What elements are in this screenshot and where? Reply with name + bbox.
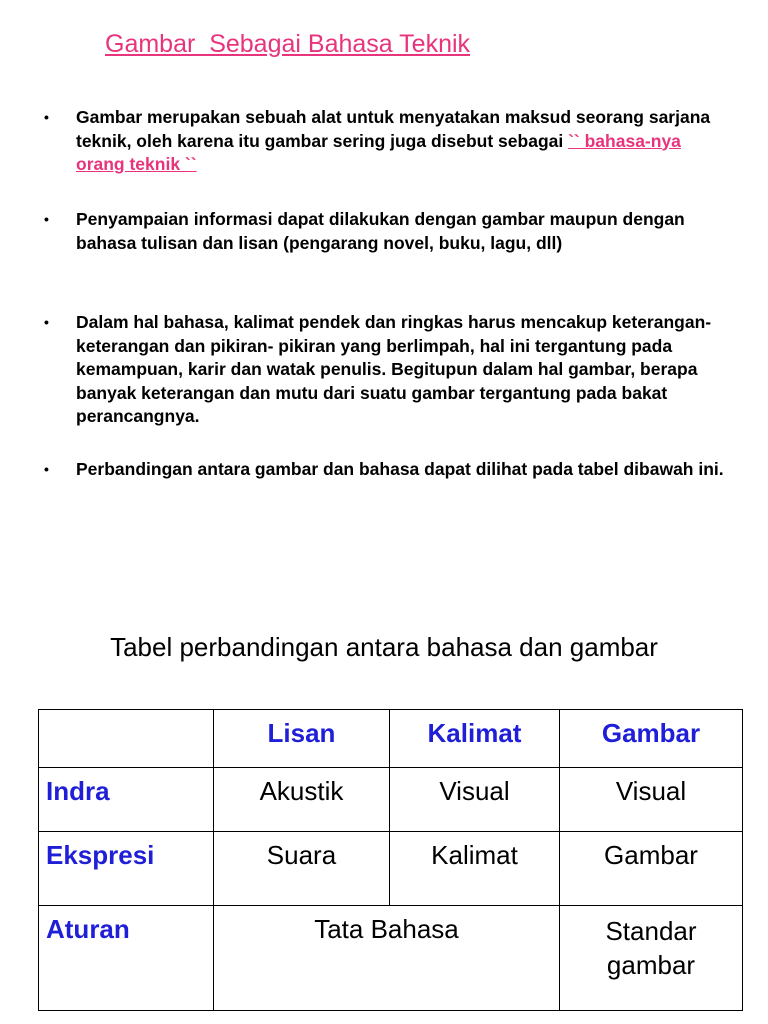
- table-cell: Suara: [214, 832, 390, 906]
- table-cell: Visual: [390, 768, 560, 832]
- bullet-item-4: [44, 458, 734, 482]
- table-cell: Gambar: [560, 832, 743, 906]
- table-corner-cell: [39, 710, 214, 768]
- column-header-lisan: Lisan: [214, 710, 390, 768]
- table-cell: Akustik: [214, 768, 390, 832]
- bullet-text-body: Gambar merupakan sebuah alat untuk menyatakan maksud seorang sarjana teknik, oleh karena itu gambar sering juga disebut sebagai: [76, 107, 711, 151]
- bullet-icon: •: [44, 461, 49, 477]
- bullet-text: Penyampaian informasi dapat dilakukan dengan gambar maupun dengan bahasa tulisan dan lisan (pengarang novel, buku, lagu, dll): [76, 209, 685, 253]
- table-cell: Kalimat: [390, 832, 560, 906]
- bullet-text: Dalam hal bahasa, kalimat pendek dan ringkas harus mencakup keterangan-keterangan dan pikiran- pikiran yang berlimpah, hal ini tergantung pada kemampuan, karir dan watak penulis. Begitupun dalam hal gambar, berapa banyak keterangan dan mutu dari suatu gambar tergantung pada bakat perancangnya.: [76, 312, 712, 426]
- bahasa-teknik-link[interactable]: `` bahasa-nya orang teknik ``: [76, 130, 681, 174]
- bullet-text: Perbandingan antara gambar dan bahasa dapat dilihat pada tabel dibawah ini.: [76, 459, 724, 479]
- table-cell: Standar gambar: [560, 906, 743, 1011]
- table-caption: Tabel perbandingan antara bahasa dan gambar: [110, 632, 658, 662]
- row-header-ekspresi: Ekspresi: [39, 832, 214, 906]
- column-header-kalimat: Kalimat: [390, 710, 560, 768]
- bullet-icon: •: [44, 314, 49, 330]
- comparison-table: [38, 709, 743, 1011]
- bullet-item-2: [44, 208, 734, 255]
- table-cell-merged: Tata Bahasa: [214, 906, 560, 1011]
- page-title: Gambar Sebagai Bahasa Teknik: [105, 30, 471, 58]
- row-header-aturan: Aturan: [39, 906, 214, 1011]
- column-header-gambar: Gambar: [560, 710, 743, 768]
- row-header-indra: Indra: [39, 768, 214, 832]
- bullet-item-1: [44, 106, 734, 177]
- bullet-icon: •: [44, 211, 49, 227]
- bullet-icon: •: [44, 109, 49, 125]
- table-row-indra: [39, 768, 743, 832]
- bullet-item-3: [44, 311, 734, 429]
- table-cell: Visual: [560, 768, 743, 832]
- table-row-ekspresi: [39, 832, 743, 906]
- bullet-text: [76, 106, 734, 177]
- table-header-row: [39, 710, 743, 768]
- table-row-aturan: [39, 906, 743, 1011]
